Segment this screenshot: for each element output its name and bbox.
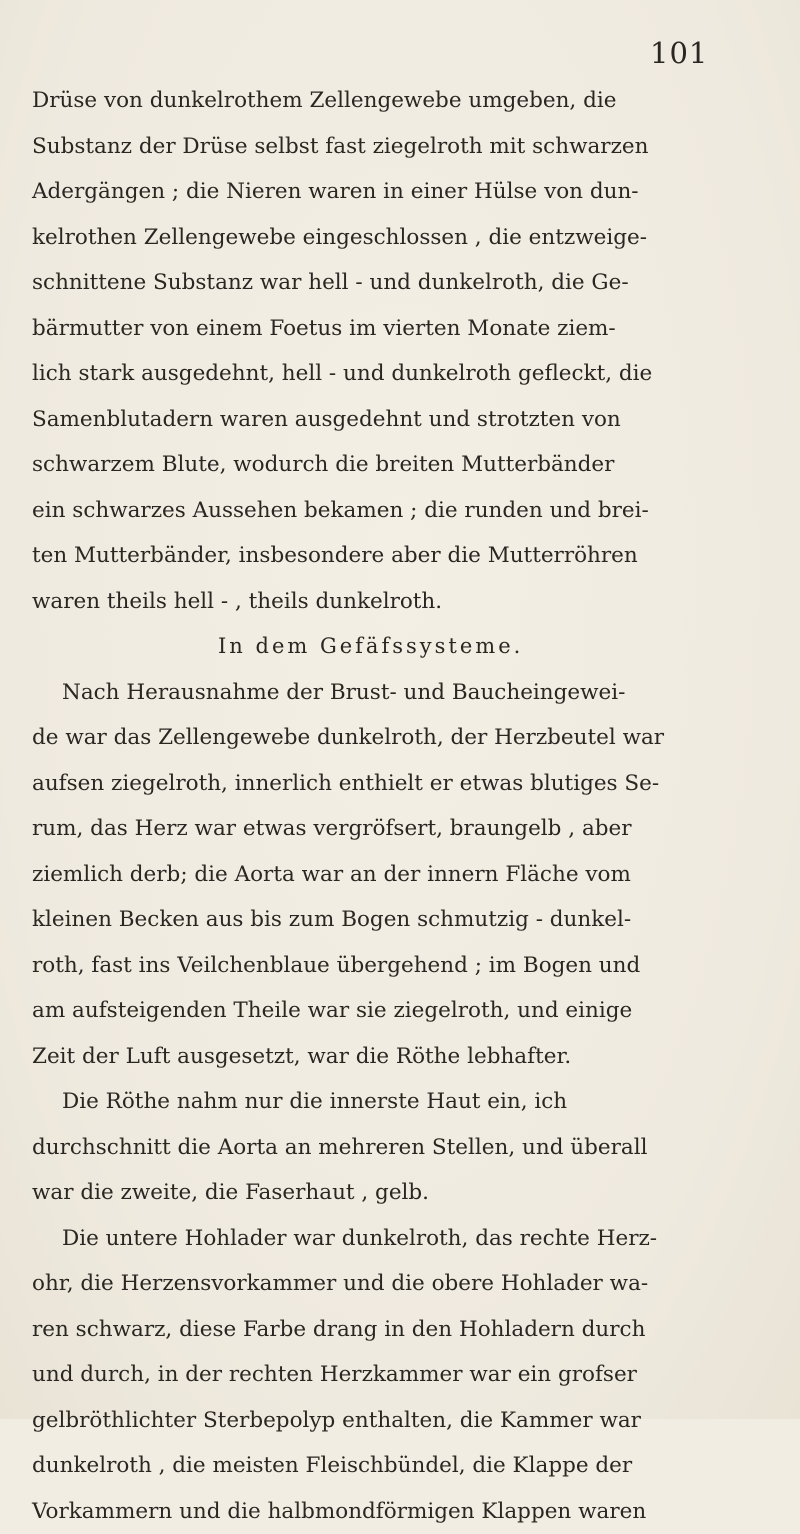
text-line: war die zweite, die Faserhaut , gelb.: [32, 1170, 772, 1216]
text-line: ein schwarzes Aussehen bekamen ; die runden und brei-: [32, 488, 772, 534]
text-line: rum, das Herz war etwas vergröfsert, braungelb , aber: [32, 806, 772, 852]
body-text: [32, 78, 772, 1534]
text-line: durchschnitt die Aorta an mehreren Stellen, und überall: [32, 1125, 772, 1171]
text-line: de war das Zellengewebe dunkelroth, der Herzbeutel war: [32, 715, 772, 761]
text-line: kleinen Becken aus bis zum Bogen schmutzig - dunkel-: [32, 897, 772, 943]
text-line: Adergängen ; die Nieren waren in einer Hülse von dun-: [32, 169, 772, 215]
text-line: waren theils hell - , theils dunkelroth.: [32, 579, 772, 625]
paragraph-first-line: Nach Herausnahme der Brust- und Baucheingewei-: [32, 670, 772, 716]
paragraph-first-line: Die untere Hohlader war dunkelroth, das rechte Herz-: [32, 1216, 772, 1262]
text-line: ten Mutterbänder, insbesondere aber die Mutterröhren: [32, 533, 772, 579]
text-line: ren schwarz, diese Farbe drang in den Hohladern durch: [32, 1307, 772, 1353]
text-line: und durch, in der rechten Herzkammer war ein grofser: [32, 1352, 772, 1398]
text-line: am aufsteigenden Theile war sie ziegelroth, und einige: [32, 988, 772, 1034]
text-line: Zeit der Luft ausgesetzt, war die Röthe lebhafter.: [32, 1034, 772, 1080]
text-line: bärmutter von einem Foetus im vierten Monate ziem-: [32, 306, 772, 352]
text-line: schwarzem Blute, wodurch die breiten Mutterbänder: [32, 442, 772, 488]
text-line: ziemlich derb; die Aorta war an der innern Fläche vom: [32, 852, 772, 898]
text-line: Drüse von dunkelrothem Zellengewebe umgeben, die: [32, 78, 772, 124]
paragraph-first-line: Die Röthe nahm nur die innerste Haut ein, ich: [32, 1079, 772, 1125]
text-line: aufsen ziegelroth, innerlich enthielt er etwas blutiges Se-: [32, 761, 772, 807]
text-line: schnittene Substanz war hell - und dunkelroth, die Ge-: [32, 260, 772, 306]
text-line: roth, fast ins Veilchenblaue übergehend ; im Bogen und: [32, 943, 772, 989]
text-line: lich stark ausgedehnt, hell - und dunkelroth gefleckt, die: [32, 351, 772, 397]
text-line: dunkelroth , die meisten Fleischbündel, die Klappe der: [32, 1443, 772, 1489]
section-heading: In dem Gefäfssysteme.: [32, 624, 772, 670]
text-line: Samenblutadern waren ausgedehnt und strotzten von: [32, 397, 772, 443]
text-line: Vorkammern und die halbmondförmigen Klappen waren: [32, 1489, 772, 1534]
page-number: 101: [650, 36, 708, 70]
text-line: gelbröthlichter Sterbepolyp enthalten, die Kammer war: [32, 1398, 772, 1444]
text-line: Substanz der Drüse selbst fast ziegelroth mit schwarzen: [32, 124, 772, 170]
text-line: ohr, die Herzensvorkammer und die obere Hohlader wa-: [32, 1261, 772, 1307]
text-line: kelrothen Zellengewebe eingeschlossen , die entzweige-: [32, 215, 772, 261]
